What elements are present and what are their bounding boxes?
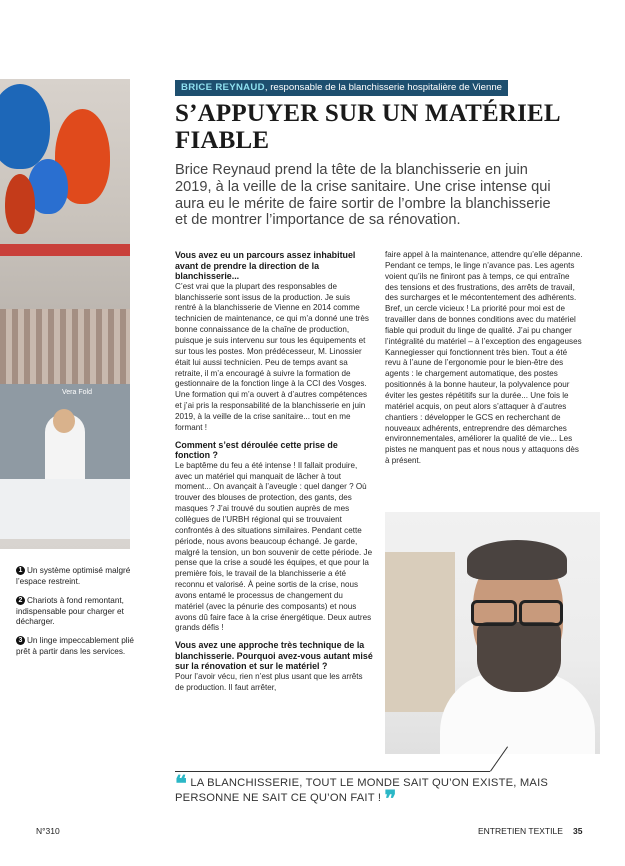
machine-label: Vera Fold [62, 389, 92, 396]
glasses-left-lens [471, 600, 517, 626]
article-title: S’APPUYER SUR UN MATÉRIEL FIABLE [175, 100, 560, 154]
article-lead: Brice Reynaud prend la tête de la blanchisserie en juin 2019, à la veille de la crise sanitaire. Une crise intense qui aura eu le mérite de faire sortir de l’ombre la blanchisserie et de montrer l’importance de sa rénovation. [175, 162, 551, 229]
column-2 [385, 250, 583, 467]
caption-2 [16, 596, 134, 628]
answer-3-continued: faire appel à la maintenance, attendre qu’elle dépanne. Pendant ce temps, le linge n’avance pas. Les agents voient qu’ils ne finiront pas à temps, ce qui entraîne des tensions et des frustrations, des arrêts de travail, des surcharges et le mécontentement des adhérents. Bref, un cercle vicieux ! La priorité pour moi est de travailler dans de bonnes conditions avec du matériel fiable qui produit du linge de qualité. J’ai pu changer l’intégralité du matériel – à l’exception des engageuses Kannegiesser qui fonctionnent très bien. Tout a été revu à l’aune de l’ergonomie pour le bien-être des agents : le chargement automatique, des postes positionnés à la bonne hauteur, la polyvalence pour éviter les gestes répétitifs sur la durée... Une fois le matériel acquis, on peut alors s’attaquer à d’autres chantiers : développer le GCS en recherchant de nouveaux adhérents, entreprendre des démarches environnementales, améliorer la qualité de vie... Les pistes ne manquent pas et nous nous y attaquons dès à présent. [385, 250, 583, 466]
issue-number: N°310 [36, 826, 60, 836]
close-quote-icon: ❞ [384, 786, 397, 811]
red-rail [0, 244, 130, 256]
blue-laundry-bag [0, 84, 50, 169]
person-name: BRICE REYNAUD [181, 82, 265, 93]
quote-text: LA BLANCHISSERIE, TOUT LE MONDE SAIT QU’ON EXISTE, MAIS PERSONNE NE SAIT CE QU’ON FAIT ! [175, 777, 549, 804]
person-role: , responsable de la blanchisserie hospitalière de Vienne [264, 82, 503, 93]
question-1: Vous avez eu un parcours assez inhabituel avant de prendre la direction de la blanchisserie... [175, 250, 356, 282]
caption-number: 1 [16, 566, 25, 575]
worker-head [53, 409, 75, 433]
answer-1: C’est vrai que la plupart des responsables de blanchisserie sont issus de la production. Je suis rentré à la blanchisserie de Vienne en 2014 comme technicien de maintenance, ce qui m’a donné une très bonne connaissance de la chaîne de production, puisque je suis intervenu sur tous les équipements et sur tous les postes. Mon prédécesseur, M. Linossier était lui aussi technicien. Peu de temps avant sa retraite, il m’a encouragé à suivre la formation de gestionnaire de la fonction linge à la CCI des Vosges. Une formation qui m’a ouvert à d’autres compétences et j’ai pris la responsabilité de la blanchisserie en juin 2019, à la veille de la crise sanitaire... tout en me formant ! [175, 281, 369, 432]
caption-text: Un linge impeccablement plié prêt à partir dans les services. [16, 636, 134, 656]
magazine-name: ENTRETIEN TEXTILE [478, 826, 563, 836]
red-laundry-bag-small [5, 174, 35, 234]
open-quote-icon: ❝ [175, 771, 188, 796]
pull-quote [175, 771, 595, 811]
caption-3 [16, 636, 134, 657]
hair [467, 540, 567, 580]
caption-text: Chariots à fond remontant, indispensable pour charger et décharger. [16, 596, 124, 626]
caption-text: Un système optimisé malgré l’espace restreint. [16, 566, 131, 586]
glasses-right-lens [519, 600, 563, 626]
folded-linen-table [0, 479, 130, 539]
question-2: Comment s’est déroulée cette prise de fonction ? [175, 439, 338, 461]
question-3: Vous avez une approche très technique de la blanchisserie. Pourquoi avez-vous autant misé sur la rénovation et sur le matériel ? [175, 640, 373, 672]
answer-3: Pour l’avoir vécu, rien n’est plus usant que les arrêts de production. Il faut arrêter, [175, 672, 363, 692]
background-shelf [385, 552, 455, 712]
caption-number: 3 [16, 636, 25, 645]
column-1 [175, 250, 373, 694]
divider-line [175, 771, 490, 772]
page-number: 35 [573, 826, 583, 836]
answer-2: Le baptême du feu a été intense ! Il fallait produire, avec un matériel qui manquait de lâcher à tout moment... On avançait à l’aveugle : quel danger ? Où trouver des blouses de protection, des gants, des masques ? J’ai trouvé du soutien auprès de mes collègues de l’URBH régional qui se trouvaient confrontés à des situations similaires. Pendant cette période, nous avons beaucoup échangé. Je garde, malgré la tension, un bon souvenir de cette période. Je pense que la crise a soudé les équipes, et que pour la première fois, le travail de la blanchisserie a été reconnu et valorisé. À peine sortis de la crise, nous avons entamé le processus de changement du matériel (avec la pénurie des composants) et nous avons dû faire face à la crise énergétique. Deux autres grands défis ! [175, 460, 373, 633]
beard [477, 622, 561, 692]
caption-1 [16, 566, 134, 587]
portrait-photo [385, 512, 600, 754]
header-banner [175, 80, 508, 96]
caption-number: 2 [16, 596, 25, 605]
laundry-photo [0, 79, 130, 549]
hanging-linen [0, 309, 130, 389]
